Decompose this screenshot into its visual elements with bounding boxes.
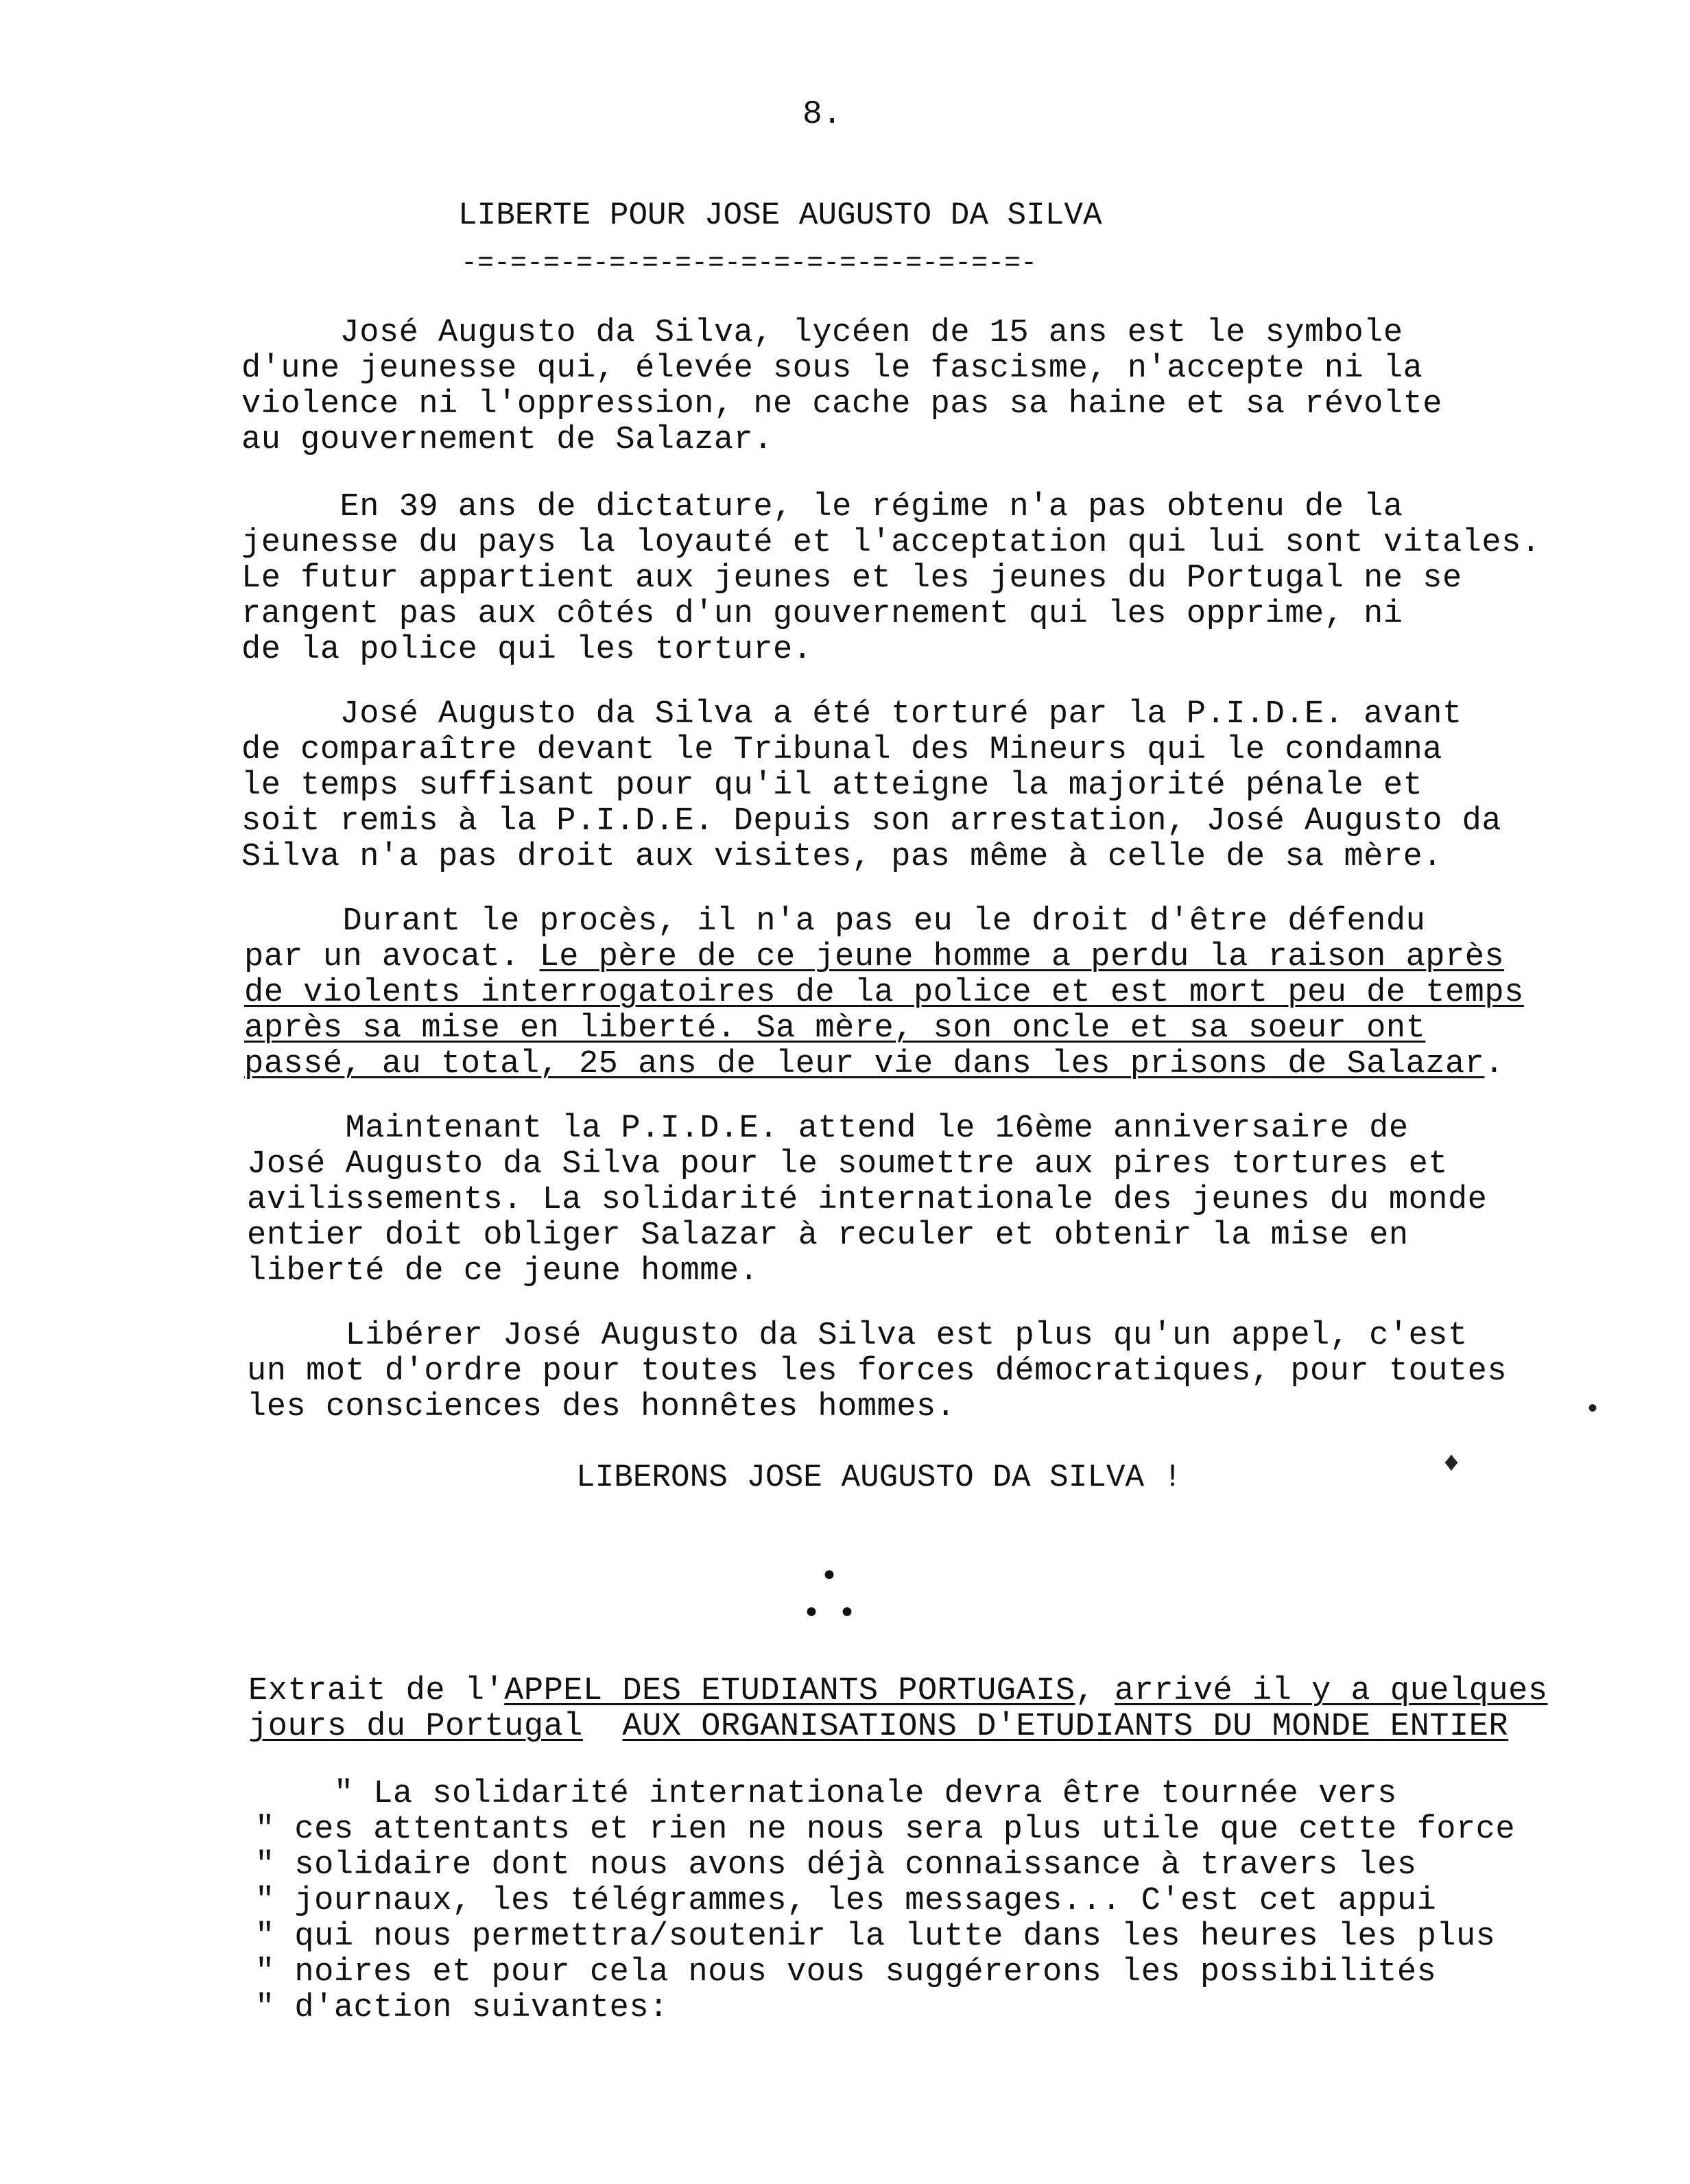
underlined-passage-line-2: de violents interrogatoires de la police et est mort peu de temps bbox=[244, 975, 1524, 1011]
paragraph-4-line-1: Durant le procès, il n'a pas eu le droit d'être défendu bbox=[244, 903, 1426, 940]
scan-mark: • bbox=[1584, 1395, 1602, 1426]
underlined-passage-line-4: passé, au total, 25 ans de leur vie dans les prisons de Salazar bbox=[244, 1046, 1485, 1082]
quote-line-3: " solidaire dont nous avons déjà connaissance à travers les bbox=[255, 1847, 1417, 1884]
paragraph-2-line-3: Le futur appartient aux jeunes et les jeunes du Portugal ne se bbox=[241, 560, 1462, 597]
quote-line-6: " noires et pour cela nous vous suggérerons les possibilités bbox=[255, 1954, 1437, 1991]
paragraph-1-line-2: d'une jeunesse qui, élevée sous le fascisme, n'accepte ni la bbox=[241, 351, 1423, 387]
paragraph-1-line-1: José Augusto da Silva, lycéen de 15 ans est le symbole bbox=[241, 315, 1403, 351]
paragraph-5-line-5: liberté de ce jeune homme. bbox=[247, 1253, 759, 1290]
quote-line-4: " journaux, les télégrammes, les messages... C'est cet appui bbox=[255, 1883, 1437, 1919]
page-number: 8. bbox=[802, 96, 842, 133]
extract-heading-line-1 bbox=[248, 1674, 1548, 1709]
paragraph-6-line-2: un mot d'ordre pour toutes les forces démocratiques, pour toutes bbox=[247, 1353, 1508, 1390]
paragraph-5-line-2: José Augusto da Silva pour le soumettre aux pires tortures et bbox=[247, 1146, 1448, 1183]
extract-middle: , bbox=[1075, 1673, 1115, 1709]
paragraph-3-line-5: Silva n'a pas droit aux visites, pas même à celle de sa mère. bbox=[241, 839, 1442, 875]
paragraph-3-line-3: le temps suffisant pour qu'il atteigne la majorité pénale et bbox=[241, 768, 1423, 804]
extract-arrived: arrivé il y a quelques bbox=[1115, 1673, 1548, 1709]
document-title: LIBERTE POUR JOSE AUGUSTO DA SILVA bbox=[458, 198, 1102, 233]
separator-dot-right: ● bbox=[841, 1601, 854, 1624]
extract-origin: jours du Portugal bbox=[248, 1709, 583, 1745]
underlined-passage-line-3: après sa mise en liberté. Sa mère, son oncle et sa soeur ont bbox=[244, 1010, 1426, 1047]
extract-source: APPEL DES ETUDIANTS PORTUGAIS bbox=[504, 1673, 1075, 1709]
paragraph-6-line-1: Libérer José Augusto da Silva est plus qu'un appel, c'est bbox=[247, 1318, 1468, 1354]
slogan: LIBERONS JOSE AUGUSTO DA SILVA ! bbox=[576, 1460, 1182, 1495]
quote-line-5: " qui nous permettra/soutenir la lutte dans les heures les plus bbox=[255, 1919, 1496, 1955]
extract-heading-line-2 bbox=[248, 1709, 1508, 1745]
paragraph-1-line-3: violence ni l'oppression, ne cache pas sa haine et sa révolte bbox=[241, 386, 1442, 423]
paragraph-2-line-5: de la police qui les torture. bbox=[241, 632, 813, 668]
paragraph-4-line-5 bbox=[244, 1047, 1504, 1082]
extract-prefix: Extrait de l' bbox=[248, 1673, 505, 1709]
underlined-passage-start: Le père de ce jeune homme a perdu la raison après bbox=[539, 939, 1505, 975]
paragraph-6-line-3: les consciences des honnêtes hommes. bbox=[247, 1389, 956, 1425]
paragraph-4-final-period: . bbox=[1484, 1046, 1505, 1082]
paragraph-5-line-3: avilissements. La solidarité internationale des jeunes du monde bbox=[247, 1182, 1488, 1218]
paragraph-3-line-1: José Augusto da Silva a été torturé par la P.I.D.E. avant bbox=[241, 696, 1462, 733]
paragraph-5-line-4: entier doit obliger Salazar à reculer et obtenir la mise en bbox=[247, 1218, 1409, 1254]
paragraph-4-line-2 bbox=[244, 940, 1504, 975]
paragraph-2-line-4: rangent pas aux côtés d'un gouvernement qui les opprime, ni bbox=[241, 596, 1403, 632]
title-underline-rule: -=-=-=-=-=-=-=-=-=-=-=-=-=-=-=-=-=- bbox=[461, 248, 1038, 279]
extract-gap bbox=[583, 1709, 622, 1745]
paragraph-5-line-1: Maintenant la P.I.D.E. attend le 16ème anniversaire de bbox=[247, 1111, 1409, 1147]
paragraph-2-line-2: jeunesse du pays la loyauté et l'acceptation qui lui sont vitales. bbox=[241, 525, 1541, 561]
quote-line-2: " ces attentants et rien ne nous sera plus utile que cette force bbox=[255, 1812, 1516, 1848]
separator-dot-top: ● bbox=[823, 1564, 836, 1587]
paragraph-4-line-2-plain: par un avocat. bbox=[244, 939, 540, 975]
extract-recipients: AUX ORGANISATIONS D'ETUDIANTS DU MONDE ENTIER bbox=[622, 1709, 1509, 1745]
paragraph-3-line-2: de comparaître devant le Tribunal des Mineurs qui le condamna bbox=[241, 732, 1442, 768]
paragraph-2-line-1: En 39 ans de dictature, le régime n'a pas obtenu de la bbox=[241, 489, 1403, 525]
paragraph-1-line-4: au gouvernement de Salazar. bbox=[241, 422, 774, 458]
paragraph-3-line-4: soit remis à la P.I.D.E. Depuis son arrestation, José Augusto da bbox=[241, 803, 1502, 840]
separator-dot-left: ● bbox=[805, 1601, 818, 1624]
scan-mark: ♦ bbox=[1443, 1449, 1460, 1480]
quote-line-7: " d'action suivantes: bbox=[255, 1990, 669, 2026]
quote-line-1: " La solidarité internationale devra être tournée vers bbox=[255, 1776, 1397, 1812]
